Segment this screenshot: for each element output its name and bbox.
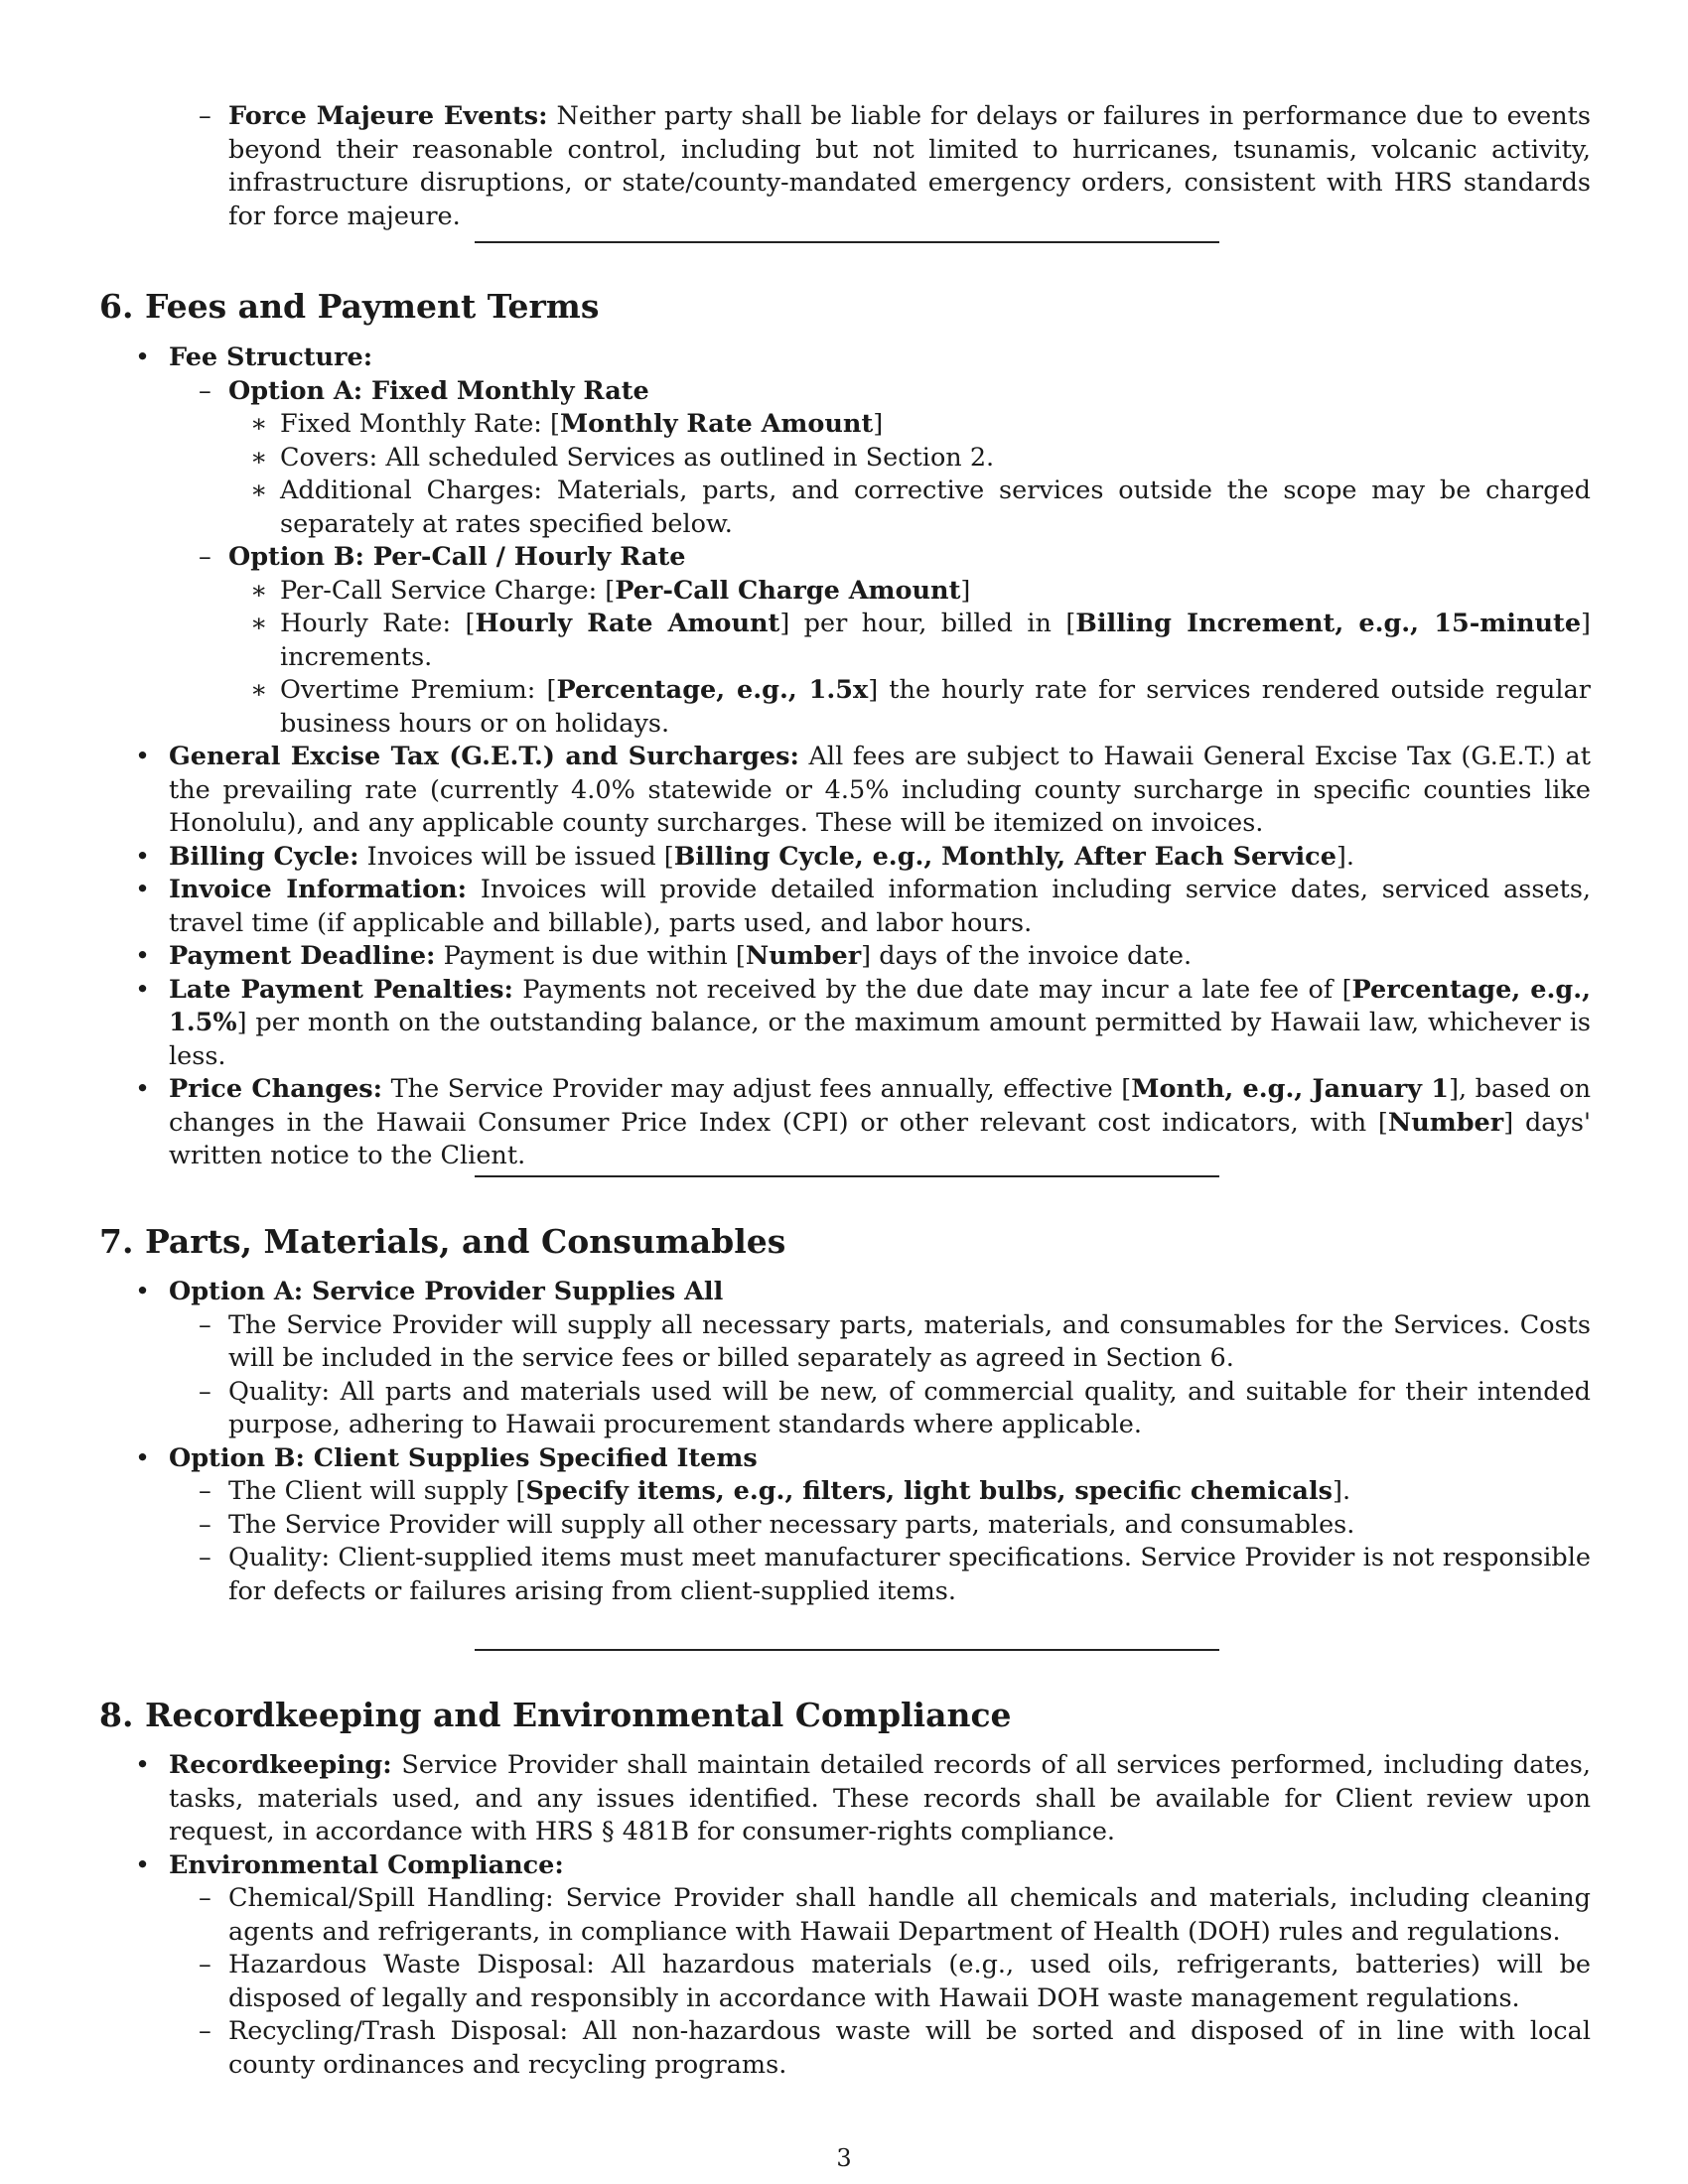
list-item: – Recycling/Trash Disposal: All non-hazardous waste will be sorted and disposed of in line with local county ordinances and recycling programs. — [199, 2016, 1591, 2080]
list-item: – The Client will supply [Specify items, e.g., filters, light bulbs, specific chemicals]. — [199, 1476, 1351, 1506]
list-item: – Option B: Per-Call / Hourly Rate — [199, 542, 686, 572]
list-item: – The Service Provider will supply all necessary parts, materials, and consumables for the Services. Costs will be included in the service fees or billed separately as agreed in Section 6. — [199, 1309, 1591, 1373]
list-item: ∗ Covers: All scheduled Services as outlined in Section 2. — [250, 442, 995, 473]
option-a-title: Option A: Fixed Monthly Rate — [228, 375, 649, 406]
list-item: – The Service Provider will supply all other necessary parts, materials, and consumables. — [199, 1509, 1355, 1540]
list-item: ∗ Additional Charges: Materials, parts, and corrective services outside the scope may be charged separately at rates specified below. — [250, 476, 1591, 539]
list-item: • Fee Structure: — [135, 342, 373, 372]
dash-marker: – — [199, 101, 211, 131]
section-6-body — [99, 341, 1591, 1173]
section-divider — [475, 241, 1219, 243]
list-item: • Option B: Client Supplies Specified Items — [135, 1442, 758, 1473]
force-majeure-label: Force Majeure Events: — [228, 101, 548, 131]
section-number: 8. — [99, 1696, 134, 1734]
section-7-heading — [99, 1222, 785, 1262]
section-number: 6. — [99, 287, 134, 326]
section-divider — [475, 1175, 1219, 1177]
list-item: – Quality: All parts and materials used will be new, of commercial quality, and suitable for their intended purpose, adhering to Hawaii procurement standards where applicable. — [199, 1376, 1591, 1439]
page-number: 3 — [836, 2144, 852, 2172]
list-item: – Chemical/Spill Handling: Service Provider shall handle all chemicals and materials, including cleaning agents and refrigerants, in compliance with Hawaii Department of Health (DOH) rules and regulations. — [199, 1883, 1591, 1947]
section-title: Parts, Materials, and Consumables — [145, 1222, 786, 1261]
section-8-body — [99, 1749, 1591, 2082]
list-item: • Payment Deadline: Payment is due within [Number] days of the invoice date. — [135, 941, 1193, 971]
list-item: • Invoice Information: Invoices will provide detailed information including service dates, serviced assets, travel time (if applicable and billable), parts used, and labor hours. — [135, 875, 1592, 938]
list-item: • Billing Cycle: Invoices will be issued [Billing Cycle, e.g., Monthly, After Each Service]. — [135, 841, 1354, 872]
list-item: • Environmental Compliance: — [135, 1849, 564, 1880]
force-majeure-item — [99, 100, 1591, 233]
list-item: • Late Payment Penalties: Payments not received by the due date may incur a late fee of [Percentage, e.g., 1.5%] per month on the outstanding balance, or the maximum amount permitted by Hawaii law, whichever is less. — [135, 974, 1591, 1071]
section-title: Fees and Payment Terms — [145, 287, 600, 326]
section-title: Recordkeeping and Environmental Compliance — [145, 1696, 1012, 1734]
section-6-heading — [99, 287, 599, 327]
list-item: ∗ Fixed Monthly Rate: [Monthly Rate Amount] — [250, 409, 884, 439]
section-divider — [475, 1649, 1219, 1651]
option-b-title: Option B: Per-Call / Hourly Rate — [228, 542, 686, 572]
section-7-body — [99, 1276, 1591, 1608]
list-item: • Price Changes: The Service Provider may adjust fees annually, effective [Month, e.g., January 1], based on changes in the Hawaii Consumer Price Index (CPI) or other relevant cost indicators, with [Number] days' written notice to the Client. — [135, 1074, 1592, 1170]
fee-structure-label: Fee Structure: — [169, 342, 373, 372]
list-item: – Quality: Client-supplied items must meet manufacturer specifications. Service Provider is not responsible for defects or failures arising from client-supplied items. — [199, 1543, 1591, 1606]
list-item: • General Excise Tax (G.E.T.) and Surcharges: All fees are subject to Hawaii General Excise Tax (G.E.T.) at the prevailing rate (currently 4.0% statewide or 4.5% including county surcharge in specific counties like Honolulu), and any applicable county surcharges. These will be itemized on invoices. — [135, 742, 1591, 838]
list-item: ∗ Per-Call Service Charge: [Per-Call Charge Amount] — [250, 575, 971, 606]
list-item: • Recordkeeping: Service Provider shall maintain detailed records of all services performed, including dates, tasks, materials used, and any issues identified. These records shall be available for Client review upon request, in accordance with HRS § 481B for consumer-rights compliance. — [135, 1750, 1591, 1846]
list-item: – Hazardous Waste Disposal: All hazardous materials (e.g., used oils, refrigerants, batteries) will be disposed of legally and responsibly in accordance with Hawaii DOH waste management regulations. — [199, 1950, 1591, 2013]
section-number: 7. — [99, 1222, 134, 1261]
list-item: ∗ Hourly Rate: [Hourly Rate Amount] per hour, billed in [Billing Increment, e.g., 15-minute] increments. — [250, 609, 1591, 672]
list-item: – Option A: Fixed Monthly Rate — [199, 375, 649, 406]
list-item: • Option A: Service Provider Supplies All — [135, 1277, 724, 1306]
section-8-heading — [99, 1696, 1012, 1735]
list-item: ∗ Overtime Premium: [Percentage, e.g., 1.5x] the hourly rate for services rendered outside regular business hours or on holidays. — [250, 675, 1591, 739]
force-majeure-text: Neither party shall be liable for delays or failures in performance due to events beyond their reasonable control, including but not limited to hurricanes, tsunamis, volcanic activity, infrastructure disruptions, or state/county-mandated emergency orders, consistent with HRS standards for force majeure. — [228, 101, 1592, 231]
